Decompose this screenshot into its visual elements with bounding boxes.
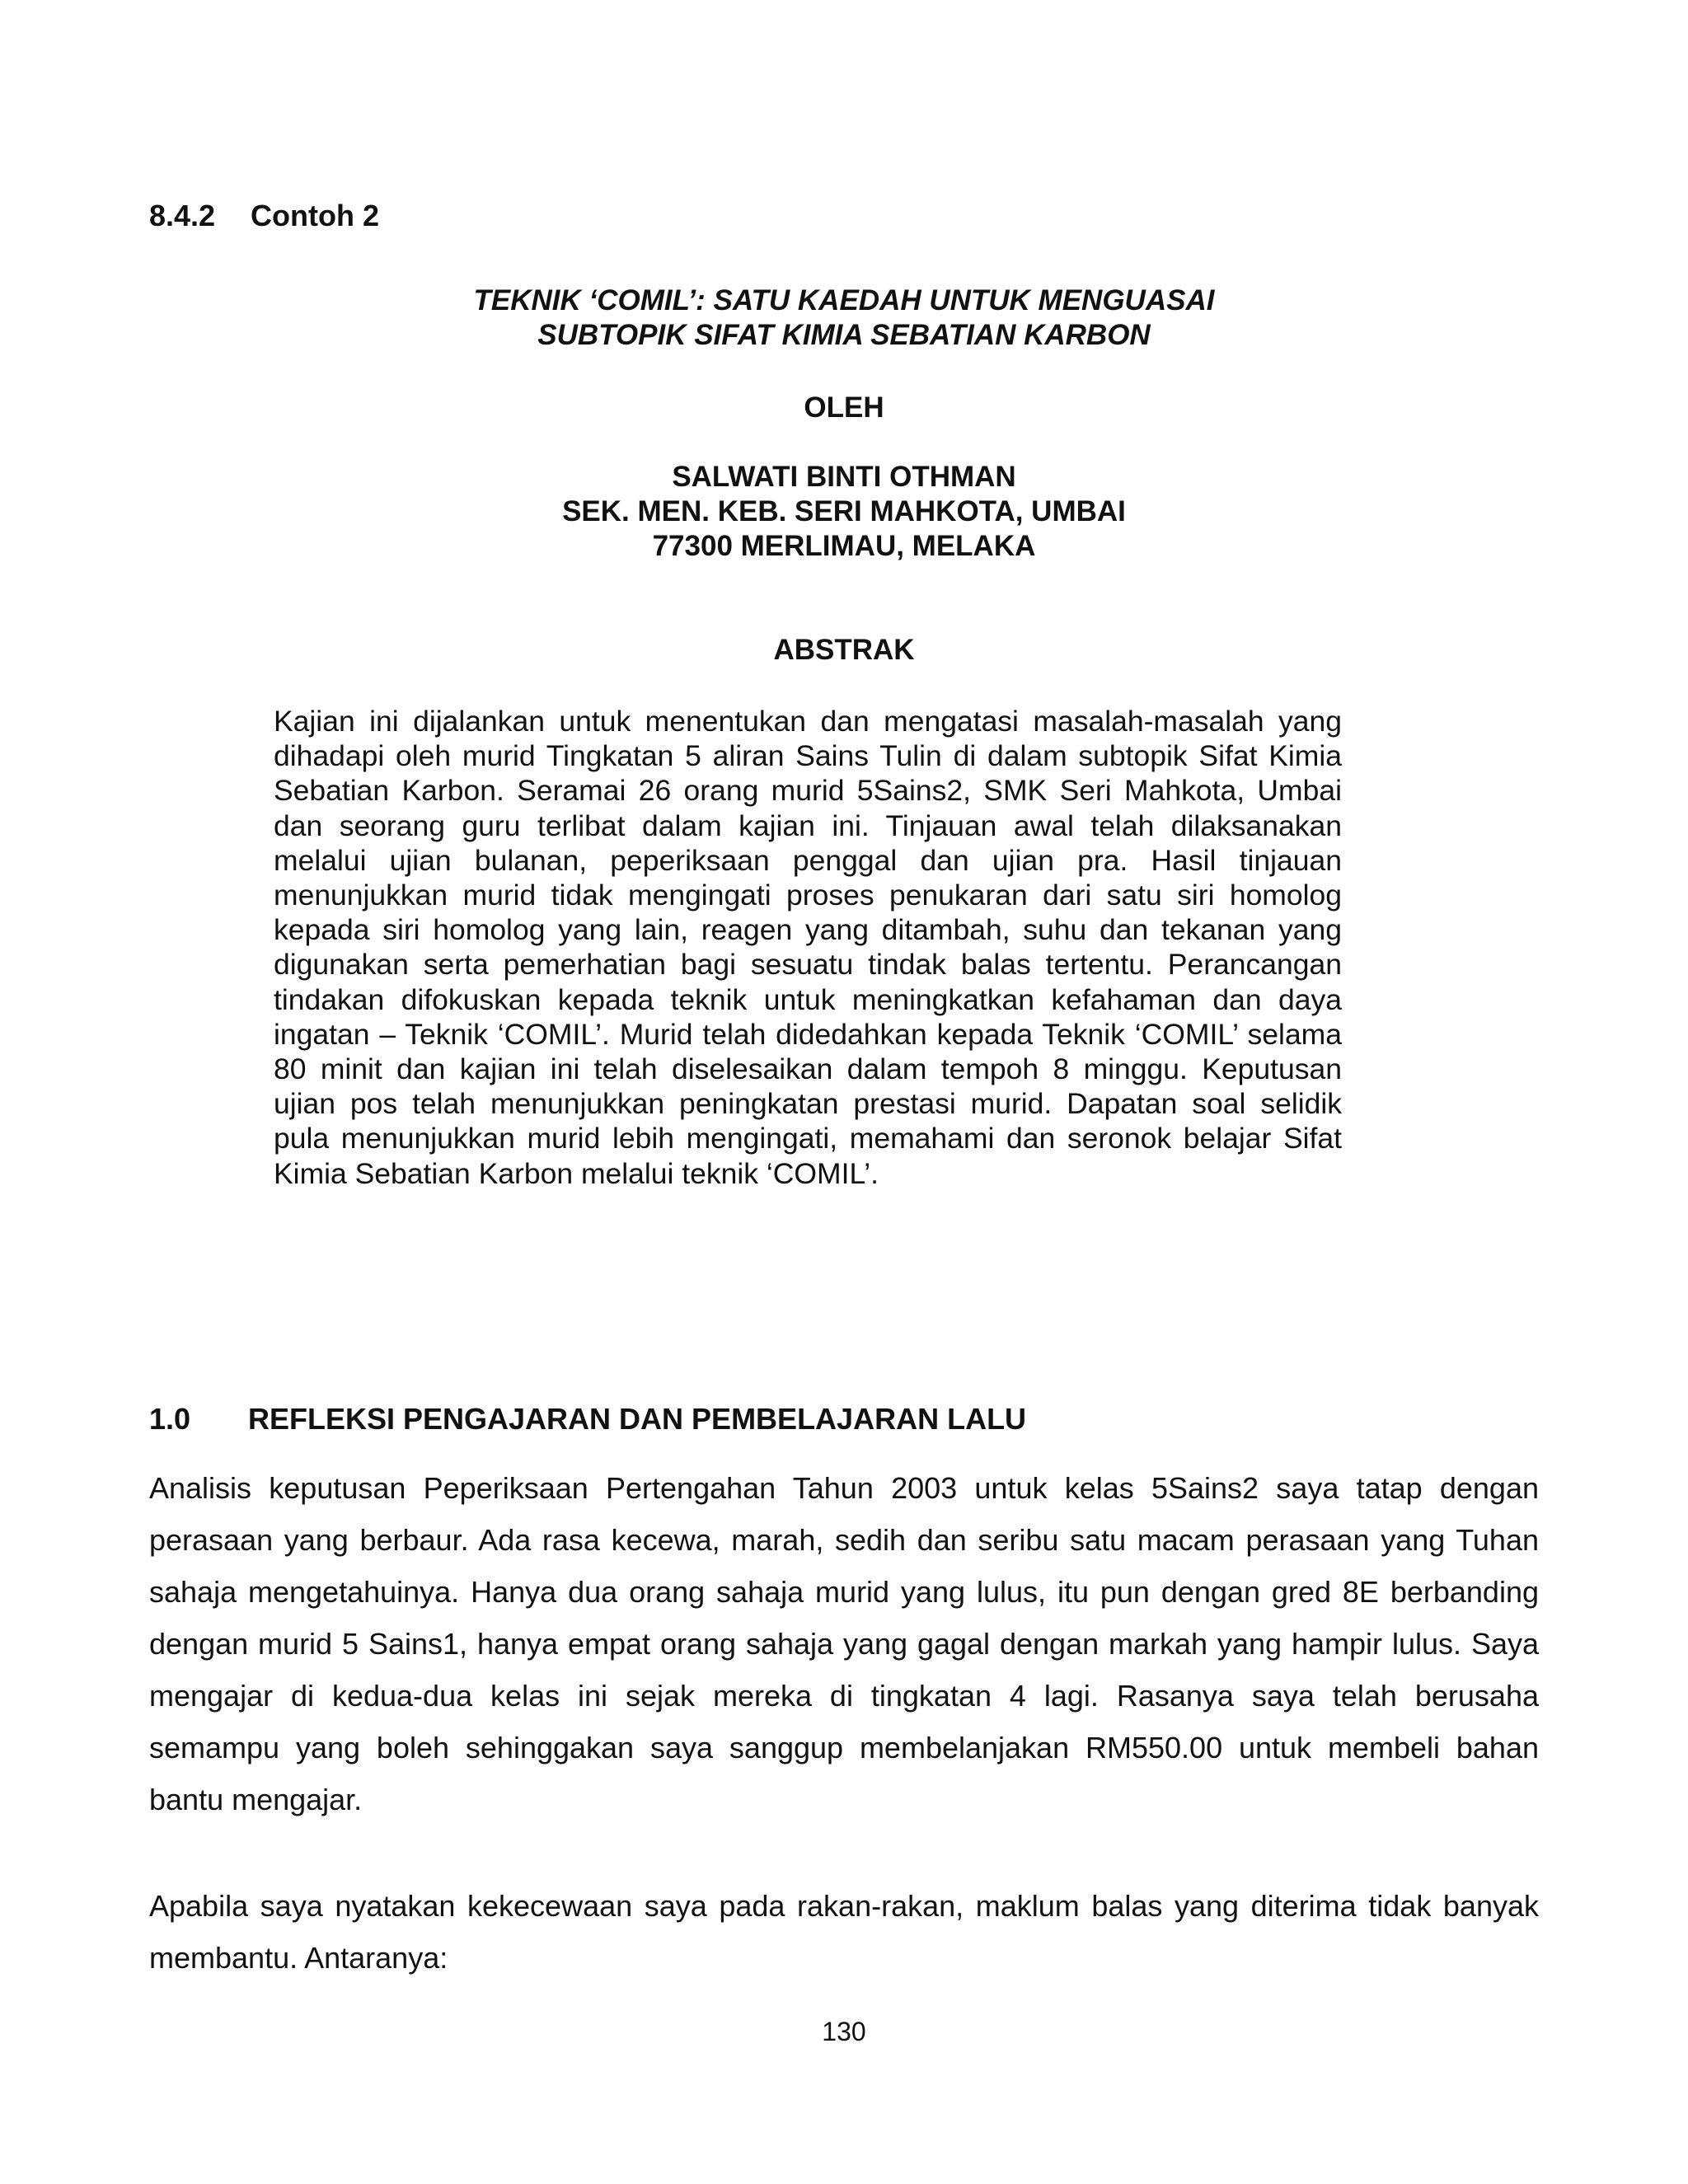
- author-address: 77300 MERLIMAU, MELAKA: [652, 530, 1036, 562]
- author-block: [0, 460, 1688, 564]
- section-1-number: 1.0: [149, 1402, 191, 1436]
- body-paragraph: Analisis keputusan Peperiksaan Pertengahan Tahun 2003 untuk kelas 5Sains2 saya tatap dengan perasaan yang berbaur. Ada rasa kecewa, marah, sedih dan seribu satu macam perasaan yang Tuhan sahaja mengetahuinya. Hanya dua orang sahaja murid yang lulus, itu pun dengan gred 8E berbanding dengan murid 5 Sains1, hanya empat orang sahaja yang gagal dengan markah yang hampir lulus. Saya mengajar di kedua-dua kelas ini sejak mereka di tingkatan 4 lagi. Rasanya saya telah berusaha semampu yang boleh sehinggakan saya sanggup membelanjakan RM550.00 untuk membeli bahan bantu mengajar.: [149, 1471, 1539, 1816]
- author-name: SALWATI BINTI OTHMAN: [672, 461, 1016, 493]
- paper-title-line-2: SUBTOPIK SIFAT KIMIA SEBATIAN KARBON: [537, 319, 1151, 351]
- abstract-heading: ABSTRAK: [773, 634, 915, 666]
- page-number: 130: [822, 2017, 866, 2046]
- paper-title-line-1: TEKNIK ‘COMIL’: SATU KAEDAH UNTUK MENGUASAI: [473, 284, 1215, 316]
- section-1-title: REFLEKSI PENGAJARAN DAN PEMBELAJARAN LALU: [248, 1402, 1027, 1436]
- section-number: 8.4.2: [149, 199, 216, 232]
- byline-label: OLEH: [804, 391, 884, 424]
- section-1-heading: [149, 1401, 1026, 1437]
- section-title: Contoh 2: [251, 199, 379, 232]
- paper-title: [0, 284, 1688, 353]
- body-paragraph: Apabila saya nyatakan kekecewaan saya pada rakan-rakan, maklum balas yang diterima tidak banyak membantu. Antaranya:: [149, 1889, 1539, 1975]
- abstract-text: Kajian ini dijalankan untuk menentukan dan mengatasi masalah-masalah yang dihadapi oleh murid Tingkatan 5 aliran Sains Tulin di dalam subtopik Sifat Kimia Sebatian Karbon. Seramai 26 orang murid 5Sains2, SMK Seri Mahkota, Umbai dan seorang guru terlibat dalam kajian ini. Tinjauan awal telah dilaksanakan melalui ujian bulanan, peperiksaan penggal dan ujian pra. Hasil tinjauan menunjukkan murid tidak mengingati proses penukaran dari satu siri homolog kepada siri homolog yang lain, reagen yang ditambah, suhu dan tekanan yang digunakan serta pemerhatian bagi sesuatu tindak balas tertentu. Perancangan tindakan difokuskan kepada teknik untuk meningkatkan kefahaman dan daya ingatan – Teknik ‘COMIL’. Murid telah didedahkan kepada Teknik ‘COMIL’ selama 80 minit dan kajian ini telah diselesaikan dalam tempoh 8 minggu. Keputusan ujian pos telah menunjukkan peningkatan prestasi murid. Dapatan soal selidik pula menunjukkan murid lebih mengingati, memahami dan seronok belajar Sifat Kimia Sebatian Karbon melalui teknik ‘COMIL’.: [274, 705, 1342, 1190]
- author-school: SEK. MEN. KEB. SERI MAHKOTA, UMBAI: [562, 495, 1126, 527]
- section-heading: [149, 198, 379, 234]
